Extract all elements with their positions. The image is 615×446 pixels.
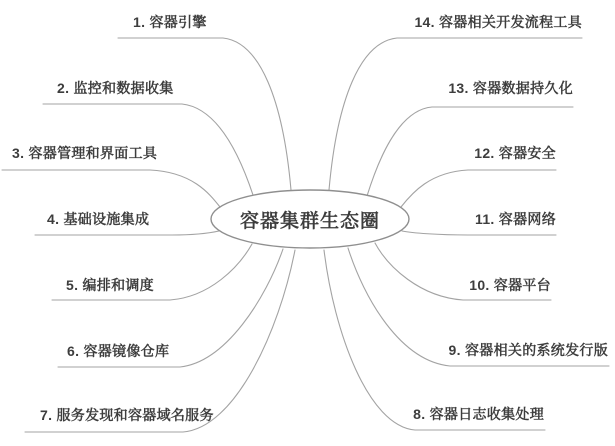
branch-label-3: 3. 容器管理和界面工具 [12,145,158,161]
branch-label-12: 12. 容器安全 [474,145,556,161]
branch-label-9: 9. 容器相关的系统发行版 [448,342,608,358]
branch-label-5: 5. 编排和调度 [66,277,154,293]
branch-label-6: 6. 容器镜像仓库 [67,343,170,359]
branch-label-13: 13. 容器数据持久化 [448,80,573,96]
branch-label-4: 4. 基础设施集成 [47,211,150,227]
branch-line-11 [402,231,556,235]
branch-label-2: 2. 监控和数据收集 [57,80,174,96]
branch-label-14: 14. 容器相关开发流程工具 [414,14,582,30]
branch-label-7: 7. 服务发现和容器域名服务 [40,407,214,423]
central-node-label: 容器集群生态圈 [239,210,380,232]
branch-line-4 [35,231,219,235]
branch-label-10: 10. 容器平台 [469,277,551,293]
branch-line-12 [401,170,556,207]
branch-label-1: 1. 容器引擎 [133,14,207,30]
branch-label-11: 11. 容器网络 [475,211,556,227]
branch-line-3 [2,170,220,207]
branch-line-14 [329,38,582,190]
branch-label-8: 8. 容器日志收集处理 [413,406,544,422]
branch-line-1 [118,38,291,190]
